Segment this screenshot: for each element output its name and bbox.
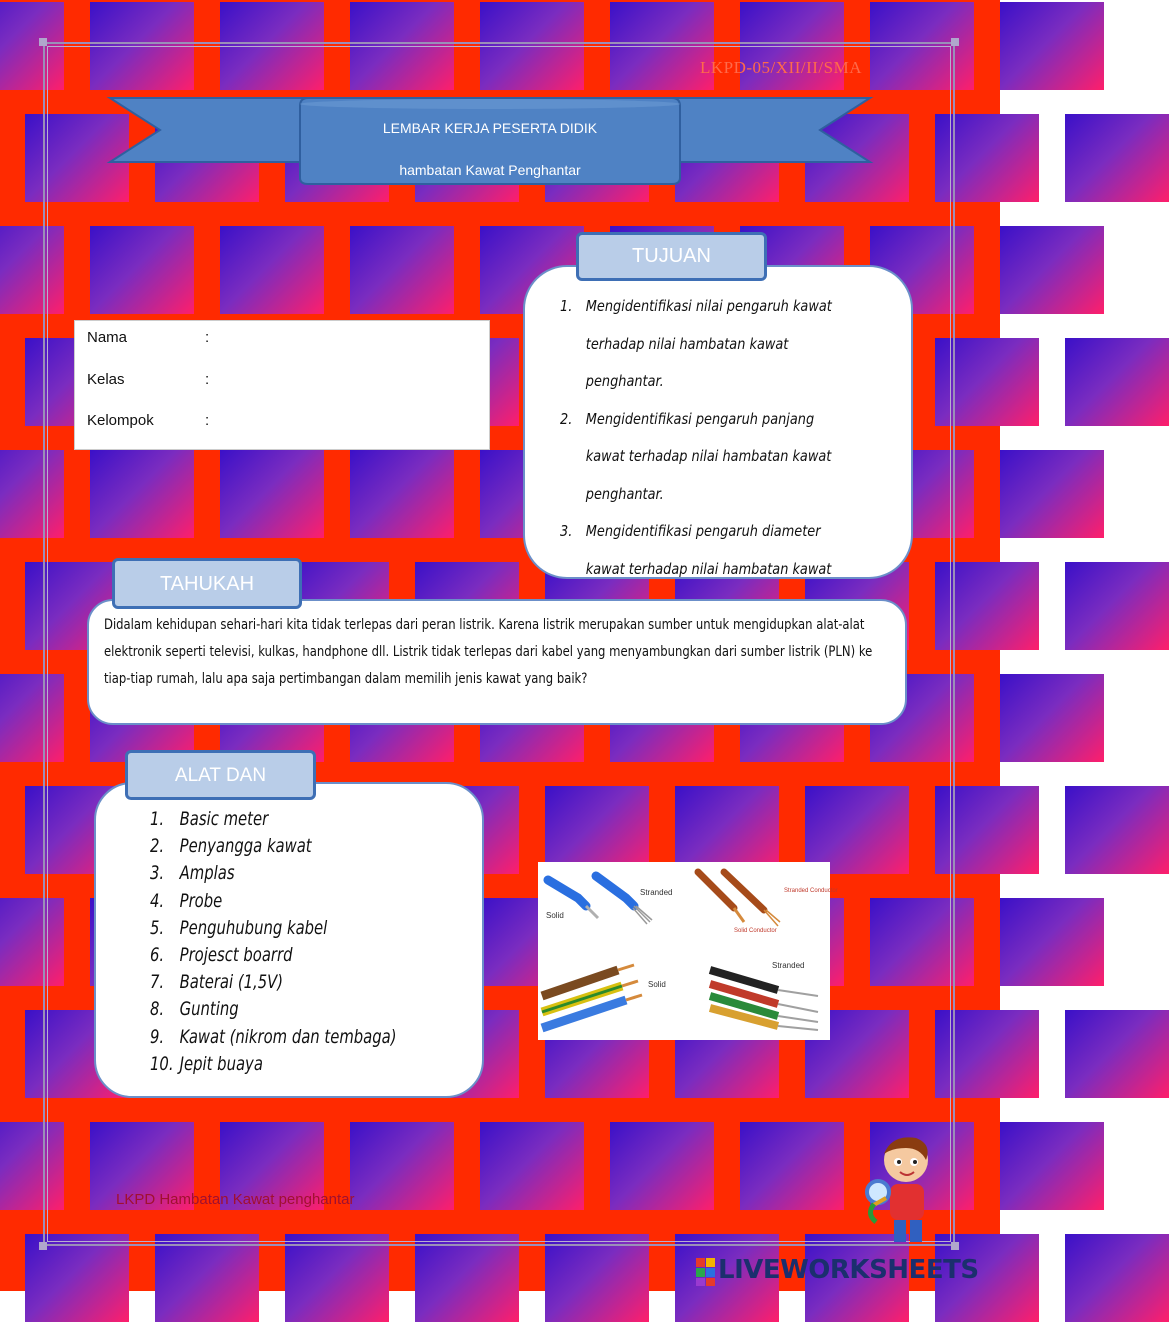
label-stranded-conductor: Stranded Conductor [784,888,838,894]
background-tile [1065,1234,1169,1322]
alat-list [150,806,431,1078]
list-item [150,806,431,833]
background-tile [1065,1010,1169,1098]
list-text: Kawat (nikrom dan tembaga) [179,1025,397,1048]
background-tile [1000,674,1104,762]
list-item [150,833,431,860]
list-item [150,888,431,915]
list-text: Gunting [179,998,239,1021]
tujuan-list [560,288,852,626]
background-tile [1065,338,1169,426]
list-item [150,1024,431,1051]
list-text: Penyangga kawat [179,835,312,858]
label-solid: Solid [546,911,564,920]
frame-corner [39,1242,47,1250]
list-text: Mengidentifikasi pengaruh panjang kawat terhadap nilai hambatan kawat penghantar. [585,409,832,503]
mascot-boy-icon [862,1134,942,1246]
list-item [150,1051,431,1078]
list-number: 9. [150,1025,165,1048]
background-tile [1065,562,1169,650]
label-stranded-2: Stranded [772,961,805,970]
list-text: Baterai (1,5V) [179,971,284,994]
tujuan-tag: TUJUAN [576,232,767,281]
list-text: Basic meter [179,808,269,830]
list-number: 1. [560,297,573,315]
list-text: Mengidentifikasi pengaruh diameter kawat terhadap nilai hambatan kawat [585,522,832,578]
identity-box [74,320,490,450]
background-tile [1065,786,1169,874]
name-label: Nama [87,329,128,346]
list-item [560,401,852,514]
list-number: 10. [150,1052,174,1075]
list-number: 7. [150,971,165,994]
list-number: 5. [150,916,165,939]
background-tile [155,1234,259,1322]
list-text: Jepit buaya [179,1052,263,1075]
liveworksheets-logo-icon [696,1258,716,1286]
label-solid-conductor: Solid Conductor [734,928,777,934]
list-text: Projesct boarrd [179,944,293,967]
list-text: Probe [179,889,223,912]
list-item [150,969,431,996]
class-label: Kelas [87,371,125,388]
list-item [150,996,431,1023]
tahukah-paragraph: Didalam kehidupan sehari-hari kita tidak terlepas dari peran listrik. Karena listrik merupakan sumber untuk mengidupkan alat-alat elektronik seperti televisi, kulkas, handphone dll. Listrik tidak terlepas dari kabel yang menyambungkan dari sumber listrik (PLN) ke tiap-tiap rumah, lalu apa saja pertimbangan dalam memilih jenis kawat yang baik? [104,617,873,687]
banner-subtitle: hambatan Kawat Penghantar [399,162,581,178]
background-tile [1065,114,1169,202]
list-number: 2. [150,835,165,858]
banner-title: LEMBAR KERJA PESERTA DIDIK [382,120,598,136]
list-text: Penguhubung kabel [179,916,328,939]
background-tile [415,1234,519,1322]
cable-photo [538,862,838,1040]
footer-text: LKPD Hambatan Kawat penghantar [116,1191,355,1208]
group-label: Kelompok [87,412,154,429]
list-number: 8. [150,998,165,1021]
frame-corner [39,38,47,46]
background-tile [1000,226,1104,314]
list-number: 1. [150,808,165,830]
label-solid-2: Solid [648,980,666,989]
brand-wordmark: LIVEWORKSHEETS [718,1255,979,1285]
list-item [560,288,852,401]
background-tile [1000,898,1104,986]
list-item [150,915,431,942]
background-tile [545,1234,649,1322]
background-tile [1000,2,1104,90]
list-number: 3. [150,862,165,885]
label-stranded: Stranded [640,888,673,897]
list-item [150,860,431,887]
list-text: Amplas [179,862,235,885]
document-code: LKPD-05/XII/II/SMA [700,58,862,77]
list-number: 6. [150,944,165,967]
list-number: 2. [560,409,573,428]
frame-corner [951,1242,959,1250]
group-colon: : [205,412,210,429]
class-colon: : [205,371,210,388]
background-tile [285,1234,389,1322]
alat-tag: ALAT DAN [125,750,316,800]
list-number: 3. [560,522,573,540]
list-item [150,942,431,969]
list-number: 4. [150,889,165,912]
name-colon: : [205,329,210,346]
background-tile [1000,450,1104,538]
background-tile [1000,1122,1104,1210]
frame-corner [951,38,959,46]
list-text: Mengidentifikasi nilai pengaruh kawat terhadap nilai hambatan kawat penghantar. [585,297,832,390]
tahukah-tag: TAHUKAH [112,558,302,609]
